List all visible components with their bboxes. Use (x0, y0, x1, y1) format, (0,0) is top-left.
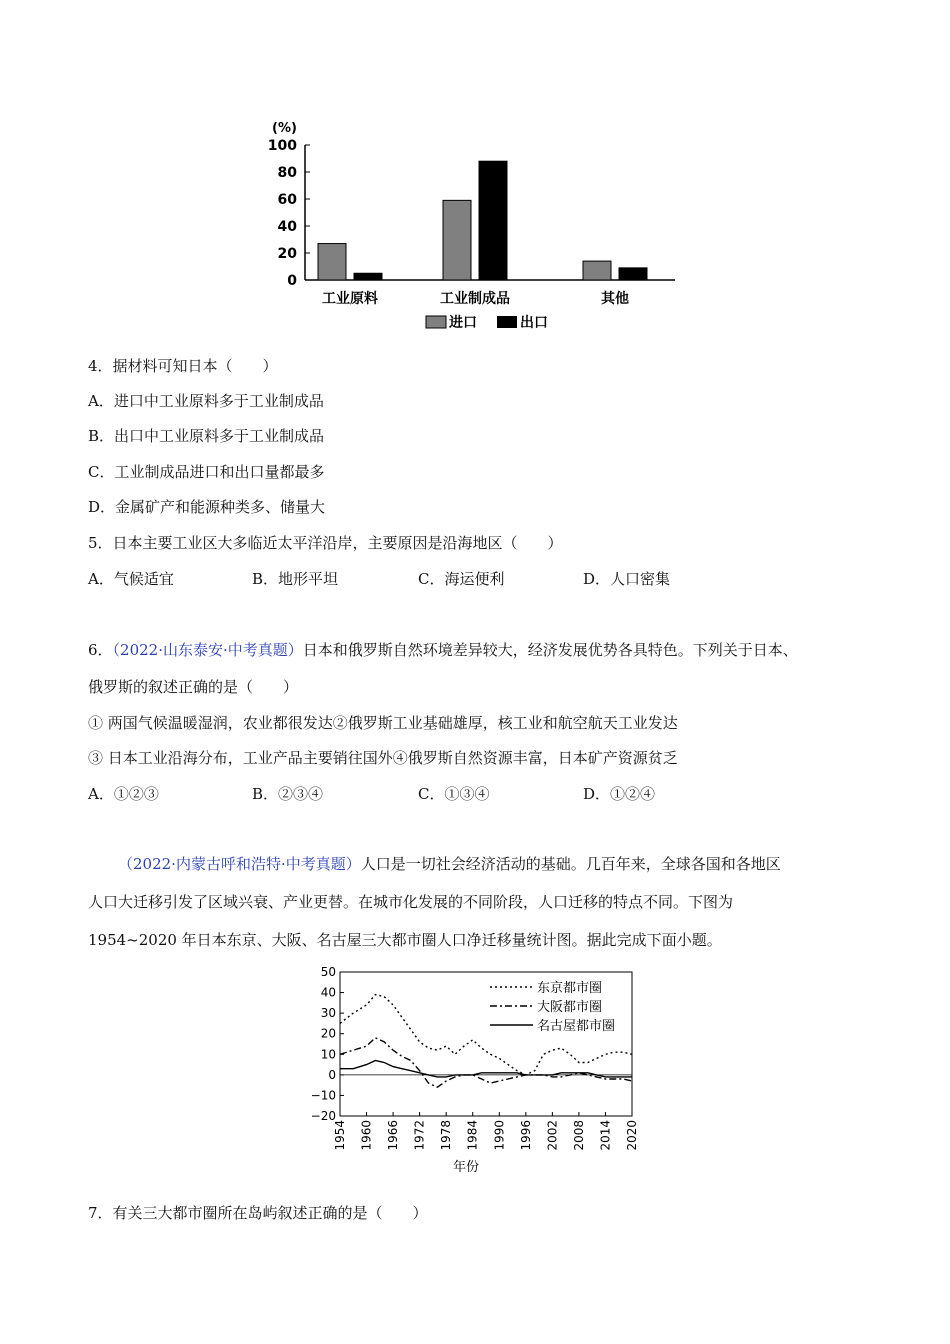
line-x-tick-label: 2014 (598, 1120, 613, 1151)
q6-statement-2: ③ 日本工业沿海分布，工业产品主要销往国外④俄罗斯自然资源丰富，日本矿产资源贫乏 (88, 749, 678, 767)
bar-x-label: 其他 (601, 291, 629, 307)
bar-import-0 (318, 244, 346, 280)
q5-stem: 5．日本主要工业区大多临近太平洋沿岸，主要原因是沿海地区（ ） (88, 534, 563, 552)
line-x-tick-label: 1954 (333, 1120, 347, 1151)
q4-option-b[interactable]: B．出口中工业原料多于工业制成品 (88, 427, 325, 445)
q6-stem-line1 (88, 640, 798, 660)
trade-bar-chart (260, 110, 690, 340)
line-legend (490, 980, 615, 1034)
passage-line3: 1954~2020 年日本东京、大阪、名古屋三大都市圈人口净迁移量统计图。据此完成下面小题。 (88, 931, 722, 949)
line-x-tick-label: 2002 (545, 1120, 560, 1151)
q5-option-d[interactable]: D．人口密集 (583, 570, 671, 588)
passage-source: （2022·内蒙古呼和浩特·中考真题） (118, 855, 361, 873)
bar-export-2 (619, 268, 647, 280)
legend-export-label: 出口 (520, 315, 548, 331)
passage-line1 (118, 854, 781, 874)
q4-stem: 4．据材料可知日本（ ） (88, 357, 278, 375)
line-x-tick-label: 1972 (412, 1120, 427, 1151)
passage-text1: 人口是一切社会经济活动的基础。几百年来，全球各国和各地区 (360, 855, 781, 873)
bar-import-1 (443, 200, 471, 280)
line-y-tick-label: 30 (320, 1006, 336, 1021)
line-y-tick-label: −10 (310, 1088, 336, 1103)
legend-export-swatch (497, 316, 517, 328)
line-x-tick-label: 2008 (571, 1120, 586, 1151)
bar-y-tick-label: 40 (277, 219, 297, 235)
q5-option-a[interactable]: A．气候适宜 (88, 570, 174, 588)
bar-import-2 (583, 261, 611, 280)
passage-line2: 人口大迁移引发了区域兴衰、产业更替。在城市化发展的不同阶段，人口迁移的特点不同。下图为 (88, 893, 734, 911)
q6-statement-1: ① 两国气候温暖湿润，农业都很发达②俄罗斯工业基础雄厚，核工业和航空航天工业发达 (88, 714, 678, 732)
bar-chart-ylabel: (%) (272, 121, 297, 136)
bar-y-tick-label: 0 (287, 273, 297, 289)
bar-x-label: 工业原料 (322, 291, 378, 307)
q6-number: 6． (88, 641, 113, 659)
bar-export-0 (354, 273, 382, 280)
q6-option-a[interactable]: A．①②③ (88, 785, 159, 803)
legend-import-label: 进口 (449, 315, 477, 331)
line-x-tick-label: 1966 (386, 1120, 401, 1151)
line-y-tick-label: 0 (328, 1067, 336, 1082)
q6-option-b[interactable]: B．②③④ (252, 785, 324, 803)
line-x-tick-label: 1960 (359, 1120, 374, 1151)
line-y-tick-label: 10 (320, 1047, 336, 1062)
line-y-tick-label: −20 (310, 1109, 336, 1123)
q6-stem-line2: 俄罗斯的叙述正确的是（ ） (88, 678, 299, 696)
q4-option-a[interactable]: A．进口中工业原料多于工业制成品 (88, 392, 324, 410)
bar-legend (426, 315, 548, 331)
q6-option-c[interactable]: C．①③④ (418, 785, 490, 803)
legend-tokyo-label: 东京都市圈 (537, 981, 603, 996)
bar-y-tick-label: 60 (277, 192, 297, 208)
bar-y-tick-label: 80 (277, 165, 297, 181)
line-y-tick-label: 20 (320, 1026, 336, 1041)
bar-export-1 (479, 161, 507, 280)
bar-y-tick-label: 100 (267, 138, 297, 154)
q4-option-d[interactable]: D．金属矿产和能源种类多、储量大 (88, 498, 326, 516)
migration-line-chart (300, 960, 650, 1182)
legend-import-swatch (426, 316, 446, 328)
line-x-tick-label: 1996 (518, 1120, 533, 1151)
line-x-tick-label: 1990 (492, 1120, 507, 1151)
q6-option-d[interactable]: D．①②④ (583, 785, 656, 803)
line-x-tick-label: 1978 (439, 1120, 454, 1151)
legend-nagoya-label: 名古屋都市圈 (537, 1019, 616, 1034)
bar-x-label: 工业制成品 (440, 291, 510, 307)
bar-y-tick-label: 20 (277, 246, 297, 262)
q4-option-c[interactable]: C．工业制成品进口和出口量都最多 (88, 463, 325, 481)
q6-stem-text: 日本和俄罗斯自然环境差异较大，经济发展优势各具特色。下列关于日本、 (302, 641, 798, 659)
line-y-tick-label: 50 (320, 965, 336, 979)
q5-option-c[interactable]: C．海运便利 (418, 570, 505, 588)
line-x-tick-label: 2020 (625, 1120, 639, 1151)
line-x-tick-label: 1984 (465, 1120, 480, 1151)
q5-option-b[interactable]: B．地形平坦 (252, 570, 339, 588)
q6-source: （2022·山东泰安·中考真题） (112, 641, 303, 659)
q7-stem: 7．有关三大都市圈所在岛屿叙述正确的是（ ） (88, 1204, 428, 1222)
line-y-tick-label: 40 (320, 985, 336, 1000)
line-chart-xlabel: 年份 (452, 1160, 480, 1175)
legend-osaka-label: 大阪都市圈 (537, 1000, 603, 1015)
